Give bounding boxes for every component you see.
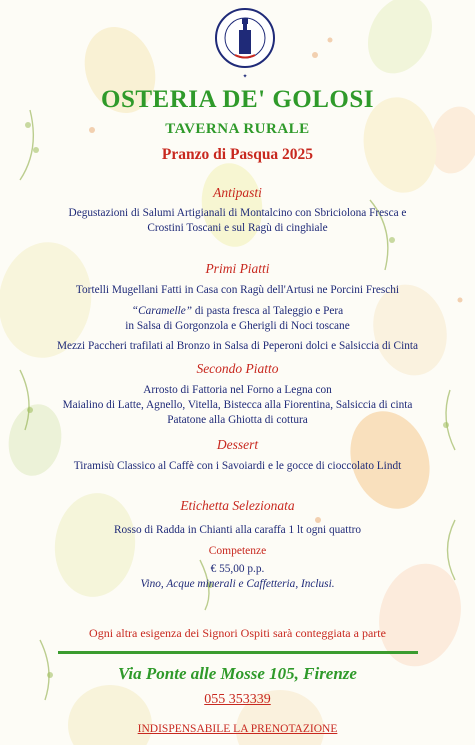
- phone-number: 055 353339: [204, 692, 271, 707]
- section-title-dessert: Dessert: [216, 437, 259, 452]
- easter-egg-shape: [356, 0, 444, 84]
- esercizi-storici-seal-logo: [213, 6, 277, 82]
- price: € 55,00 p.p.: [210, 563, 265, 575]
- secondo-line: Maialino di Latte, Agnello, Vitella, Bistecca alla Fiorentina, Salsiccia di cinta: [62, 399, 413, 411]
- restaurant-subtitle: TAVERNA RURALE: [165, 121, 310, 137]
- flower-dot-shape: [328, 38, 333, 43]
- primi-line: in Salsa di Gorgonzola e Gherigli di Noci toscane: [125, 320, 350, 332]
- leaf-shape: [389, 237, 395, 243]
- restaurant-name: OSTERIA DE' GOLOSI: [101, 86, 374, 113]
- flower-dot-shape: [315, 517, 321, 523]
- competenze-title: Competenze: [208, 545, 267, 557]
- secondo-line: Patatone alla Ghiotta di cottura: [167, 414, 308, 426]
- easter-egg-shape: [196, 159, 267, 251]
- section-title-secondo: Secondo Piatto: [196, 361, 279, 376]
- primi-line: “Caramelle” di pasta fresca al Taleggio e Pera: [131, 305, 344, 317]
- flower-dot-shape: [312, 52, 318, 58]
- dessert-line: Tiramisù Classico al Caffè con i Savoiardi e le gocce di cioccolato Lindt: [73, 460, 402, 472]
- section-title-etichetta: Etichetta Selezionata: [180, 498, 295, 513]
- price-note: Vino, Acque minerali e Caffetteria, Inclusi.: [140, 578, 335, 590]
- flower-dot-shape: [458, 298, 463, 303]
- etichetta-line: Rosso di Radda in Chianti alla caraffa 1 lt ogni quattro: [113, 524, 361, 536]
- address: Via Ponte alle Mosse 105, Firenze: [118, 664, 357, 683]
- primi-line: Mezzi Paccheri trafilati al Bronzo in Salsa di Peperoni dolci e Salsiccia di Cinta: [56, 340, 419, 352]
- antipasti-line: Crostini Toscani e sul Ragù di cinghiale: [147, 222, 328, 234]
- event-title: Pranzo di Pasqua 2025: [161, 146, 314, 163]
- booking-required: INDISPENSABILE LA PRENOTAZIONE: [137, 723, 338, 735]
- svg-text:✦: ✦: [242, 74, 248, 80]
- green-divider: [58, 651, 418, 654]
- primi-line: Tortelli Mugellani Fatti in Casa con Ragù dell'Artusi ne Porcini Freschi: [75, 284, 400, 296]
- secondo-line: Arrosto di Fattoria nel Forno a Legna con: [143, 384, 332, 396]
- extra-charges-notice: Ogni altra esigenza dei Signori Ospiti sarà conteggiata a parte: [89, 626, 386, 640]
- section-title-antipasti: Antipasti: [213, 185, 262, 200]
- antipasti-line: Degustazioni di Salumi Artigianali di Montalcino con Sbriciolona Fresca e: [68, 207, 407, 219]
- section-title-primi: Primi Piatti: [205, 261, 270, 276]
